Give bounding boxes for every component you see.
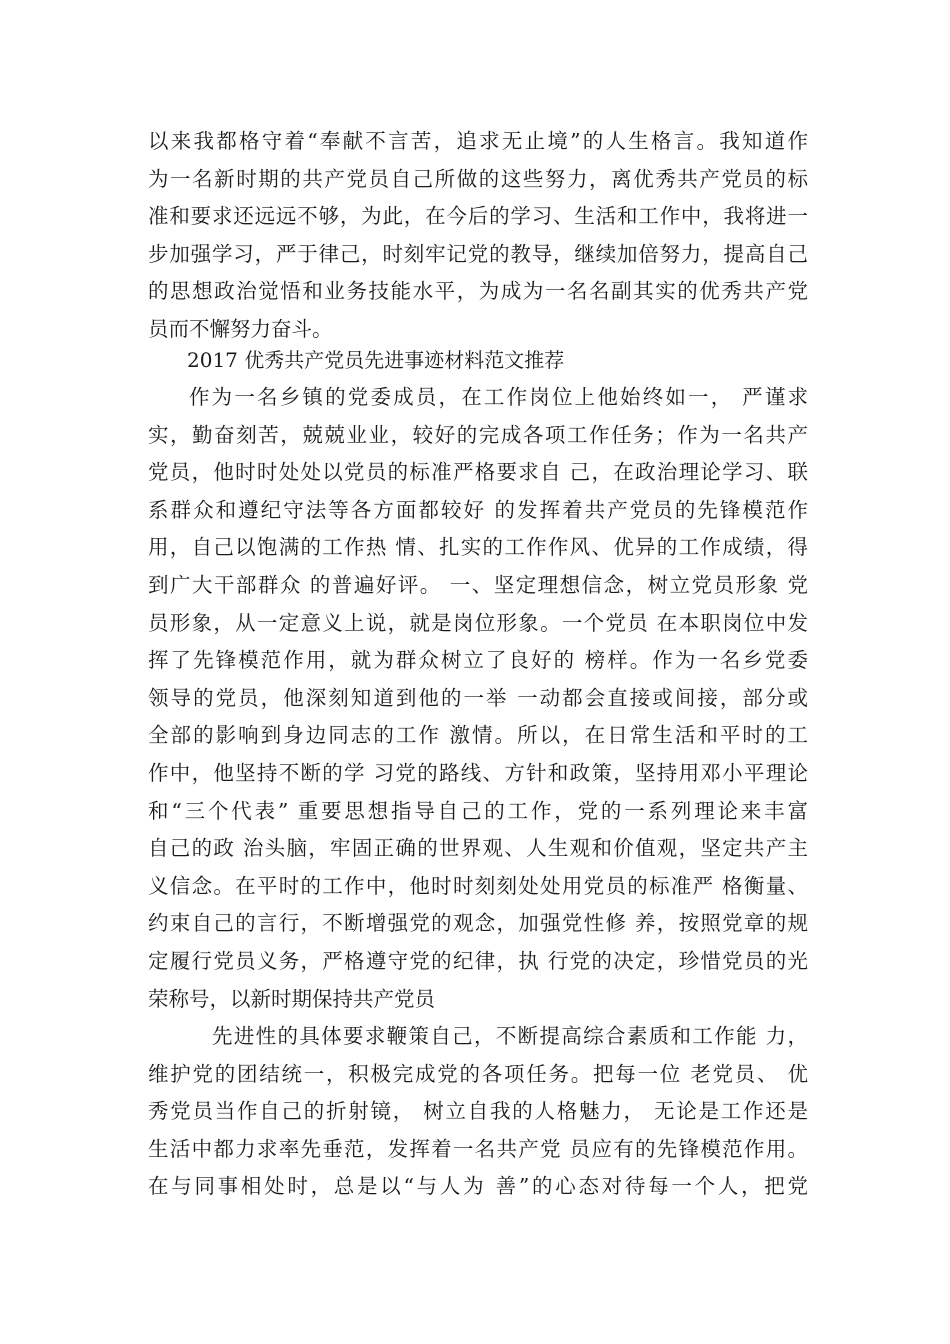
paragraph-line: 全部的影响到身边同志的工作 激情。所以，在日常生活和平时的工: [148, 723, 808, 748]
paragraph-line: 自己的政 治头脑，牢固正确的世界观、人生观和价值观，坚定共产主: [148, 836, 808, 861]
paragraph-line: 秀党员当作自己的折射镜， 树立自我的人格魅力， 无论是工作还是: [148, 1099, 808, 1124]
paragraph-line: 到广大干部群众 的普遍好评。 一、坚定理想信念，树立党员形象 党: [148, 572, 808, 597]
paragraph-line: 的思想政治觉悟和业务技能水平，为成为一名名副其实的优秀共产党: [148, 279, 808, 304]
paragraph-line: 以来我都格守着“奉献不言苦，追求无止境”的人生格言。我知道作: [148, 129, 808, 153]
paragraph-3: [148, 1018, 808, 1206]
paragraph-line: 实，勤奋刻苦，兢兢业业，较好的完成各项工作任务；作为一名共产: [148, 422, 808, 447]
paragraph-2: [148, 379, 808, 1018]
paragraph-line: 党员，他时时处处以党员的标准严格要求自 己，在政治理论学习、联: [148, 460, 808, 485]
paragraph-line: 用，自己以饱满的工作热 情、扎实的工作作风、优异的工作成绩，得: [148, 535, 808, 560]
paragraph-line: 员而不懈努力奋斗。: [148, 316, 333, 341]
paragraph-line: 作为一名乡镇的党委成员，在工作岗位上他始终如一， 严谨求: [189, 385, 808, 409]
section-heading: 2017 优秀共产党员先进事迹材料范文推荐: [187, 348, 565, 372]
paragraph-line: 领导的党员，他深刻知道到他的一举 一动都会直接或间接，部分或: [148, 685, 808, 710]
paragraph-line: 系群众和遵纪守法等各方面都较好 的发挥着共产党员的先锋模范作: [148, 497, 808, 522]
paragraph-line: 员形象，从一定意义上说，就是岗位形象。一个党员 在本职岗位中发: [148, 610, 808, 635]
paragraph-line: 义信念。在平时的工作中，他时时刻刻处处用党员的标准严 格衡量、: [148, 873, 808, 898]
paragraph-line: 定履行党员义务，严格遵守党的纪律，执 行党的决定，珍惜党员的光: [148, 948, 808, 973]
paragraph-line: 维护党的团结统一，积极完成党的各项任务。把每一位 老党员、 优: [148, 1061, 808, 1086]
paragraph-line: 挥了先锋模范作用，就为群众树立了良好的 榜样。作为一名乡党委: [148, 648, 808, 673]
paragraph-line: 荣称号，以新时期保持共产党员: [148, 986, 435, 1011]
paragraph-line: 生活中都力求率先垂范，发挥着一名共产党 员应有的先锋模范作用。: [148, 1136, 808, 1161]
paragraph-line: 作中，他坚持不断的学 习党的路线、方针和政策，坚持用邓小平理论: [148, 760, 808, 785]
paragraph-line: 先进性的具体要求鞭策自己，不断提高综合素质和工作能 力，: [212, 1024, 808, 1048]
paragraph-line: 步加强学习，严于律己，时刻牢记党的教导，继续加倍努力，提高自己: [148, 241, 808, 266]
paragraph-line: 为一名新时期的共产党员自己所做的这些努力，离优秀共产党员的标: [148, 166, 808, 191]
paragraph-1: [148, 123, 808, 349]
paragraph-line: 约束自己的言行，不断增强党的观念，加强党性修 养，按照党章的规: [148, 911, 808, 936]
paragraph-line: 和“三个代表” 重要思想指导自己的工作，党的一系列理论来丰富: [148, 798, 808, 823]
paragraph-line: 准和要求还远远不够，为此，在今后的学习、生活和工作中，我将进一: [148, 204, 808, 229]
paragraph-line: 在与同事相处时，总是以“与人为 善”的心态对待每一个人，把党: [148, 1174, 808, 1199]
